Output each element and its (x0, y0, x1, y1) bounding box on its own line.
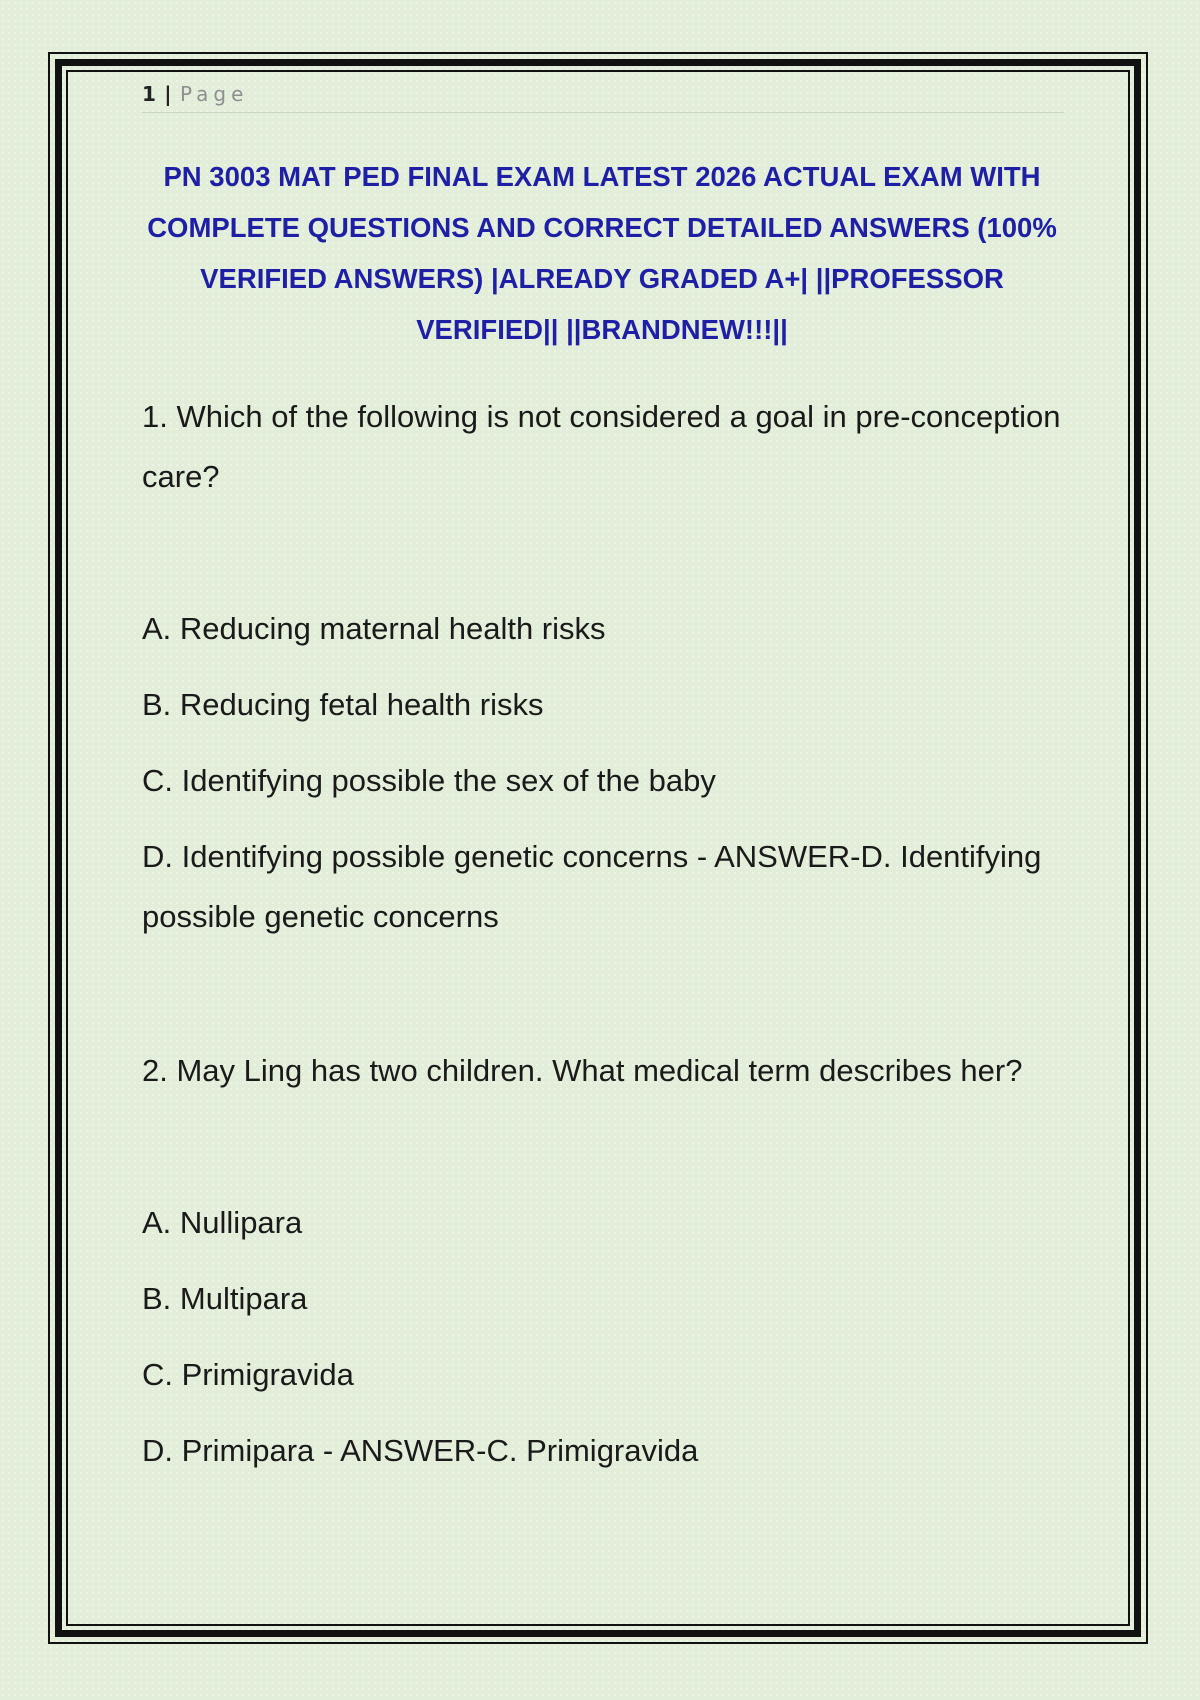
page-number: 1 (142, 82, 156, 106)
question-2-option-b: B. Multipara (142, 1281, 308, 1316)
question-2: 2. May Ling has two children. What medical term describes her? (142, 1053, 1023, 1088)
question-1-option-a: A. Reducing maternal health risks (142, 611, 606, 646)
question-1-option-b: B. Reducing fetal health risks (142, 687, 544, 722)
page-content (142, 80, 1062, 1481)
question-2-option-c: C. Primigravida (142, 1357, 354, 1392)
document-title: PN 3003 MAT PED FINAL EXAM LATEST 2026 ACTUAL EXAM WITH COMPLETE QUESTIONS AND CORRECT DETAILED ANSWERS (100% VERIFIED ANSWERS) |ALREADY GRADED A+| ||PROFESSOR VERIFIED|| ||BRANDNEW!!!|| (147, 161, 1057, 345)
page-separator: | (164, 82, 172, 106)
question-1: 1. Which of the following is not considered a goal in pre-conception care? (142, 399, 1061, 494)
question-2-option-d: D. Primipara - ANSWER-C. Primigravida (142, 1433, 699, 1468)
question-1-option-d: D. Identifying possible genetic concerns - ANSWER-D. Identifying possible genetic concerns (142, 839, 1042, 934)
question-1-option-c: C. Identifying possible the sex of the baby (142, 763, 716, 798)
page-label: Page (179, 82, 249, 106)
page-header (142, 80, 1064, 113)
question-2-option-a: A. Nullipara (142, 1205, 303, 1240)
